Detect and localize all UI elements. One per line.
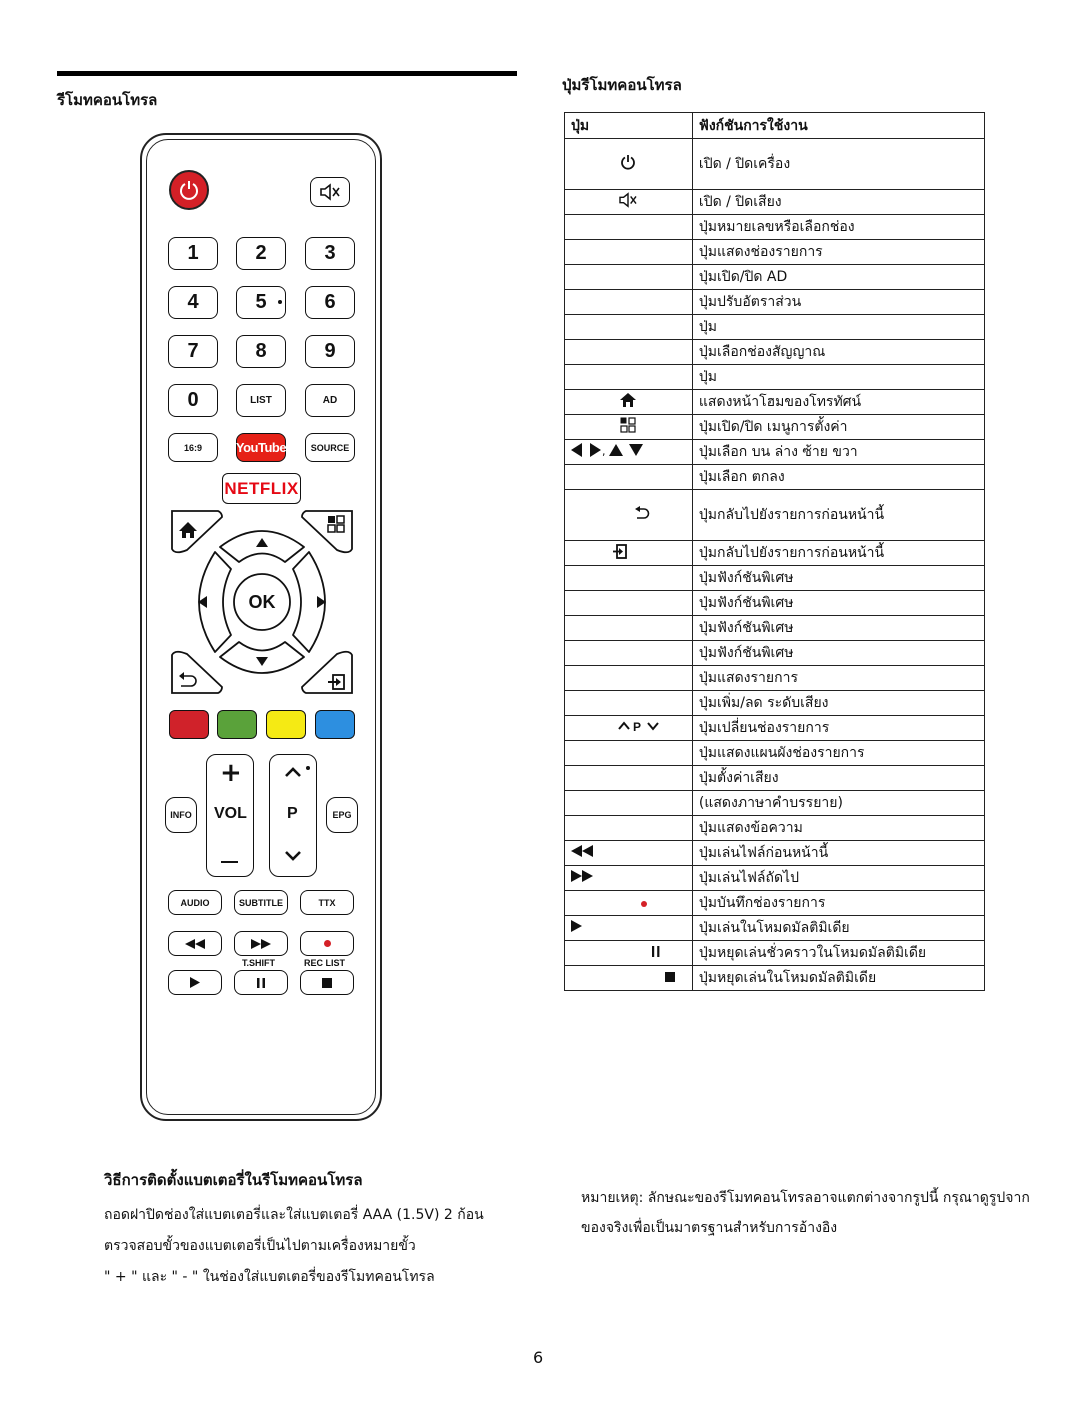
rewind-button: [168, 931, 222, 956]
back-icon: [634, 506, 650, 520]
table-cell: ปุ่มฟังก์ชันพิเศษ: [692, 566, 984, 591]
volume-down-icon: [221, 861, 238, 863]
fast-forward-icon: [571, 870, 593, 882]
table-row: [565, 791, 985, 816]
table-cell: ปุ่มเล่นในโหมดมัลติมิเดีย: [692, 916, 984, 941]
record-icon: [324, 940, 331, 947]
table-cell: ปุ่มเปิด/ปิด AD: [692, 265, 984, 290]
tactile-dot-p: [306, 766, 310, 770]
table-row: [565, 139, 985, 190]
battery-line: ตรวจสอบขั้วของแบตเตอรี่เป็นไปตามเครื่องหมายขั้ว: [104, 1238, 416, 1254]
table-row: [565, 841, 985, 866]
table-row: [565, 966, 985, 991]
table-cell: ปุ่มเปลี่ยนช่องรายการ: [692, 716, 984, 741]
table-cell: ปุ่มเลือก ตกลง: [692, 465, 984, 490]
table-row: [565, 240, 985, 265]
remote-heading: รีโมทคอนโทรล: [57, 91, 158, 109]
table-row: [565, 741, 985, 766]
stop-icon: [322, 978, 332, 988]
table-row: [565, 691, 985, 716]
number-button-6: 6: [305, 286, 355, 319]
table-row: [565, 816, 985, 841]
table-row: [565, 716, 985, 741]
source-button: SOURCE: [305, 433, 355, 462]
table-row: [565, 866, 985, 891]
table-row: [565, 916, 985, 941]
stop-icon: [665, 972, 675, 982]
power-icon: [620, 154, 636, 170]
table-row: [565, 290, 985, 315]
battery-line: ถอดฝาปิดช่องใส่แบตเตอรี่และใส่แบตเตอรี่ AAA (1.5V) 2 ก้อน: [104, 1207, 484, 1223]
section-rule: [57, 71, 517, 76]
table-row: [565, 465, 985, 490]
table-row: [565, 891, 985, 916]
table-cell: (แสดงภาษาคำบรรยาย): [692, 791, 984, 816]
arrows-icon: [571, 443, 651, 457]
table-cell: ปุ่มกลับไปยังรายการก่อนหน้านี้: [692, 541, 984, 566]
table-row: [565, 941, 985, 966]
home-icon: [620, 393, 636, 408]
yellow-button: [266, 710, 306, 739]
number-button-1: 1: [168, 237, 218, 270]
power-icon: [178, 179, 200, 201]
table-cell: ปุ่มเล่นไฟล์ก่อนหน้านี้: [692, 841, 984, 866]
table-cell: ปุ่มฟังก์ชันพิเศษ: [692, 641, 984, 666]
channel-down-icon: [284, 850, 302, 862]
record-button: [300, 931, 354, 956]
table-cell: ปุ่มบันทึกช่องรายการ: [692, 891, 984, 916]
epg-button: EPG: [326, 797, 358, 833]
exit-icon: [613, 544, 627, 559]
table-row: [565, 315, 985, 340]
table-row: [565, 666, 985, 691]
green-button: [217, 710, 257, 739]
number-button-7: 7: [168, 335, 218, 368]
table-cell: ปุ่มเปิด/ปิด เมนูการตั้งค่า: [692, 415, 984, 440]
svg-text:,: ,: [602, 445, 606, 457]
svg-text:P: P: [633, 720, 642, 733]
table-cell: ปุ่มหยุดเล่นในโหมดมัลติมิเดีย: [692, 966, 984, 991]
note-line: หมายเหตุ: ลักษณะของรีโมทคอนโทรลอาจแตกต่างจากรูปนี้ กรุณาดูรูปจาก: [581, 1190, 1030, 1206]
table-cell: ปุ่มเลือก บน ล่าง ซ้าย ขวา: [692, 440, 984, 465]
audio-button: AUDIO: [168, 890, 222, 915]
table-header-row: [565, 113, 985, 139]
rewind-icon: [571, 845, 593, 857]
table-cell: เปิด / ปิดเครื่อง: [692, 139, 984, 190]
table-row: [565, 591, 985, 616]
red-button: [169, 710, 209, 739]
table-cell: เปิด / ปิดเสียง: [692, 190, 984, 215]
stop-button: [300, 970, 354, 995]
table-cell: ปุ่มแสดงรายการ: [692, 666, 984, 691]
youtube-button: YouTube: [236, 433, 286, 462]
power-button: [169, 170, 209, 210]
table-cell: ปุ่ม: [692, 365, 984, 390]
table-cell: ปุ่มฟังก์ชันพิเศษ: [692, 591, 984, 616]
ad-button: AD: [305, 384, 355, 417]
record-icon: [641, 901, 647, 907]
number-button-5: 5: [236, 286, 286, 319]
table-row: [565, 490, 985, 541]
table-row: [565, 340, 985, 365]
table-cell: ปุ่มกลับไปยังรายการก่อนหน้านี้: [692, 490, 984, 541]
volume-up-icon: +: [220, 758, 242, 788]
table-cell: แสดงหน้าโฮมของโทรทัศน์: [692, 390, 984, 415]
table-row: [565, 215, 985, 240]
table-cell: ปุ่มแสดงข้อความ: [692, 816, 984, 841]
battery-line: " + " และ " - " ในช่องใส่แบตเตอรี่ของรีโมทคอนโทรล: [104, 1269, 435, 1285]
fast-forward-button: [234, 931, 288, 956]
channel-label: P: [287, 805, 298, 822]
table-cell: ปุ่ม: [692, 315, 984, 340]
table-row: [565, 616, 985, 641]
table-row: [565, 641, 985, 666]
volume-label: VOL: [214, 805, 247, 822]
table-row: [565, 541, 985, 566]
table-cell: ปุ่มเพิ่ม/ลด ระดับเสียง: [692, 691, 984, 716]
table-cell: ปุ่มเลือกช่องสัญญาณ: [692, 340, 984, 365]
table-row: [565, 415, 985, 440]
table-cell: ปุ่มแสดงแผนผังช่องรายการ: [692, 741, 984, 766]
info-button: INFO: [165, 797, 197, 833]
table-row: [565, 390, 985, 415]
number-button-3: 3: [305, 237, 355, 270]
table-cell: ปุ่มแสดงช่องรายการ: [692, 240, 984, 265]
ratio-button: 16:9: [168, 433, 218, 462]
ttx-button: TTX: [300, 890, 354, 915]
table-row: [565, 440, 985, 465]
blue-button: [315, 710, 355, 739]
pause-icon: [652, 946, 660, 957]
number-button-4: 4: [168, 286, 218, 319]
netflix-button: NETFLIX: [222, 473, 301, 504]
tshift-label: T.SHIFT: [242, 958, 275, 968]
table-row: [565, 265, 985, 290]
ok-button: OK: [248, 591, 276, 612]
fast-forward-icon: [251, 939, 271, 949]
number-button-2: 2: [236, 237, 286, 270]
table-row: [565, 766, 985, 791]
reclist-label: REC LIST: [304, 958, 346, 968]
list-button: LIST: [236, 384, 286, 417]
mute-icon: [617, 192, 639, 208]
settings-menu-icon: [620, 417, 636, 433]
pause-icon: [257, 978, 265, 988]
tactile-dot: [278, 300, 282, 304]
table-row: [565, 365, 985, 390]
number-button-8: 8: [236, 335, 286, 368]
battery-title: วิธีการติดตั้งแบตเตอรี่ในรีโมทคอนโทรล: [104, 1171, 363, 1189]
button-function-table: [564, 112, 985, 991]
channel-updown-icon: [618, 719, 662, 733]
header-function: ฟังก์ชันการใช้งาน: [692, 113, 984, 139]
header-button: ปุ่ม: [565, 113, 693, 139]
mute-button: [310, 177, 350, 207]
table-row: [565, 566, 985, 591]
table-cell: ปุ่มตั้งค่าเสียง: [692, 766, 984, 791]
play-icon: [571, 920, 582, 932]
mute-icon: [319, 183, 341, 201]
note-line: ของจริงเพื่อเป็นมาตรฐานสำหรับการอ้างอิง: [581, 1220, 838, 1236]
play-icon: [190, 977, 200, 988]
rewind-icon: [185, 939, 205, 949]
number-button-0: 0: [168, 384, 218, 417]
table-cell: ปุ่มปรับอัตราส่วน: [692, 290, 984, 315]
subtitle-button: SUBTITLE: [234, 890, 288, 915]
table-cell: ปุ่มหยุดเล่นชั่วคราวในโหมดมัลติมิเดีย: [692, 941, 984, 966]
channel-up-icon: [284, 766, 302, 778]
pause-button: [234, 970, 288, 995]
table-cell: ปุ่มหมายเลขหรือเลือกช่อง: [692, 215, 984, 240]
number-button-9: 9: [305, 335, 355, 368]
table-row: [565, 190, 985, 215]
table-cell: ปุ่มเล่นไฟล์ถัดไป: [692, 866, 984, 891]
table-cell: ปุ่มฟังก์ชันพิเศษ: [692, 616, 984, 641]
play-button: [168, 970, 222, 995]
buttons-table-heading: ปุ่มรีโมทคอนโทรล: [562, 76, 682, 94]
page-number: 6: [533, 1348, 544, 1367]
